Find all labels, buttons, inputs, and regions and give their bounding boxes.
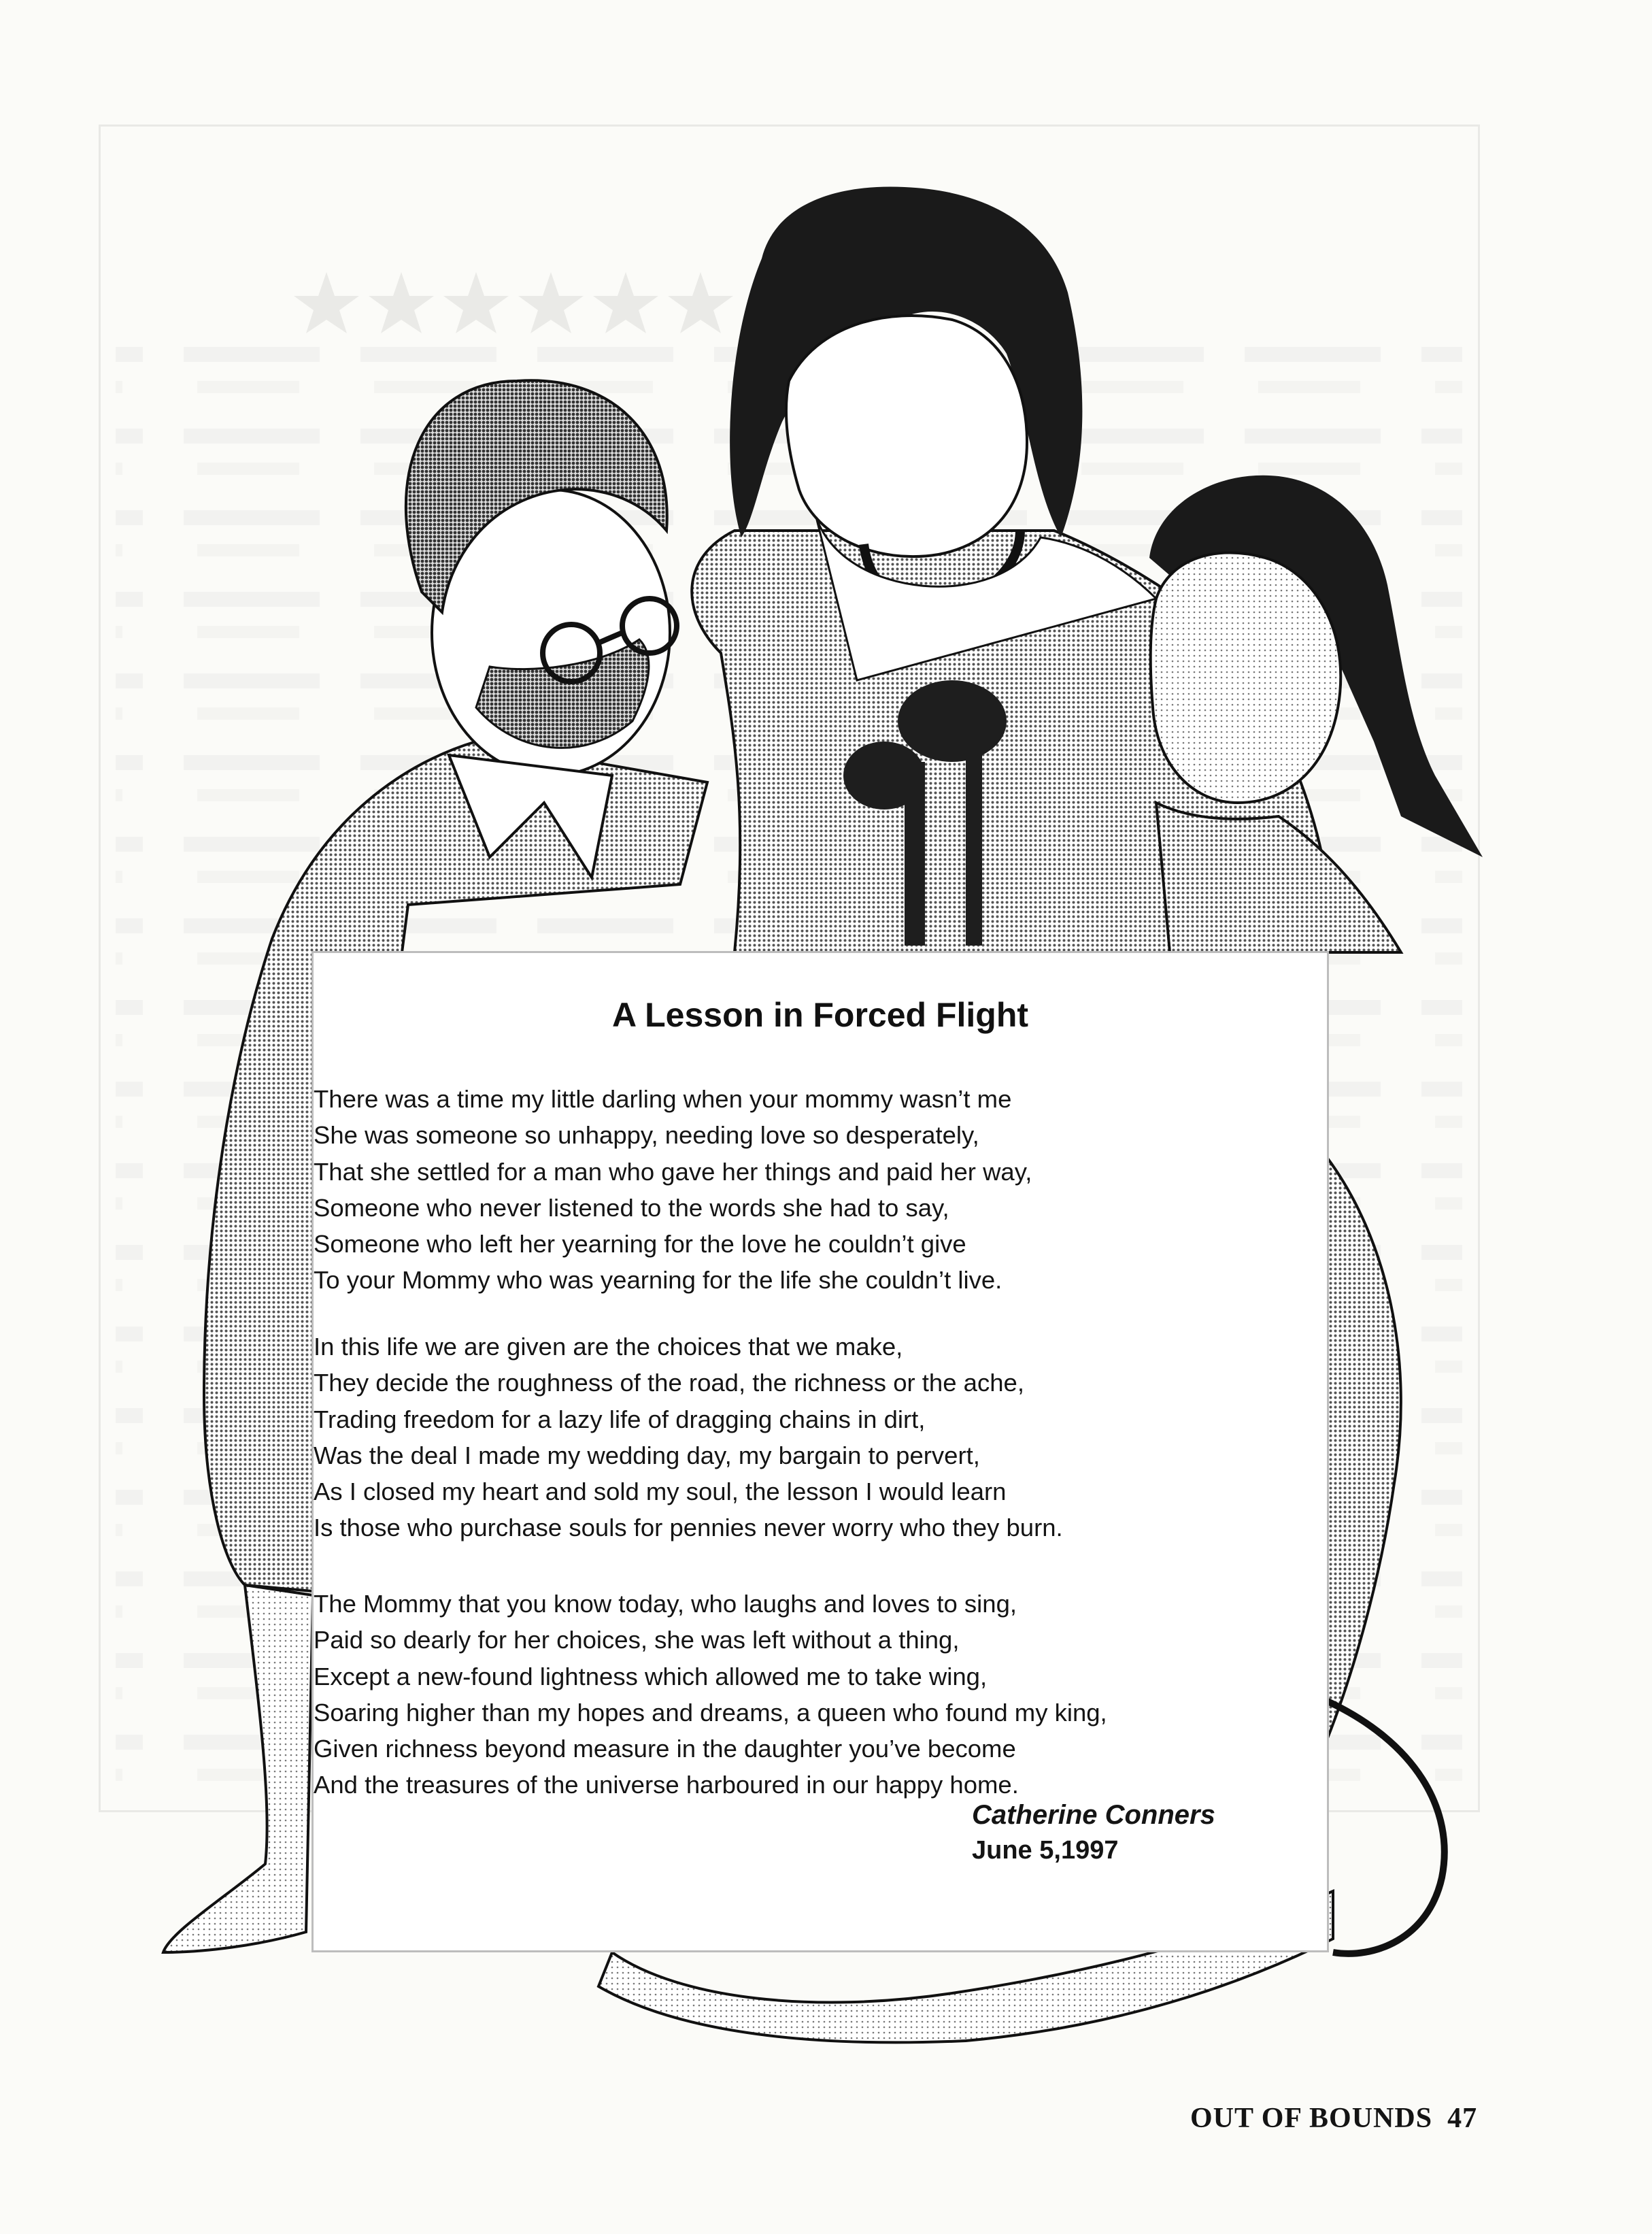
poem-author: Catherine Conners [972,1800,1215,1830]
poem-line: Someone who never listened to the words she had to say, [314,1193,949,1222]
poem-line: And the treasures of the universe harboured in our happy home. [314,1771,1019,1799]
page-number: 47 [1447,2103,1478,2134]
poem-line: Someone who left her yearning for the love he couldn’t give [314,1230,966,1258]
faded-star-row [294,272,733,333]
poem-line: Is those who purchase souls for pennies never worry who they burn. [314,1514,1063,1542]
poem-title: A Lesson in Forced Flight [611,996,1029,1034]
poem-date: June 5,1997 [972,1836,1119,1865]
poem-card [311,951,1329,1952]
poem-line: She was someone so unhappy, needing love so desperately, [314,1121,979,1150]
poem-stanza-2 [314,1329,1320,1546]
poem-line: Was the deal I made my wedding day, my bargain to pervert, [314,1441,980,1469]
poem-line: The Mommy that you know today, who laughs and loves to sing, [314,1590,1017,1618]
woman-face [786,316,1027,556]
poem-line: They decide the roughness of the road, the richness or the ache, [314,1369,1024,1397]
poem-line: Soaring higher than my hopes and dreams, a queen who found my king, [314,1698,1107,1727]
poem-line: Paid so dearly for her choices, she was left without a thing, [314,1626,960,1654]
poem-line: As I closed my heart and sold my soul, the lesson I would learn [314,1478,1007,1506]
poem-line: In this life we are given are the choices that we make, [314,1333,903,1361]
poem-line: To your Mommy who was yearning for the life she couldn’t live. [314,1266,1002,1295]
publication-name: OUT OF BOUNDS [1190,2103,1433,2134]
child-face [1151,553,1341,803]
poem-stanza-1 [314,1081,1320,1299]
poem-line: Except a new-found lightness which allowed me to take wing, [314,1662,988,1690]
poem-line: Trading freedom for a lazy life of dragging chains in dirt, [314,1405,926,1433]
poem-stanza-3 [314,1586,1320,1803]
poem-line: There was a time my little darling when your mommy wasn’t me [314,1085,1012,1113]
page-footer [1190,2102,1477,2135]
poem-line: That she settled for a man who gave her things and paid her way, [314,1157,1032,1186]
poem-line: Given richness beyond measure in the daughter you’ve become [314,1735,1016,1763]
